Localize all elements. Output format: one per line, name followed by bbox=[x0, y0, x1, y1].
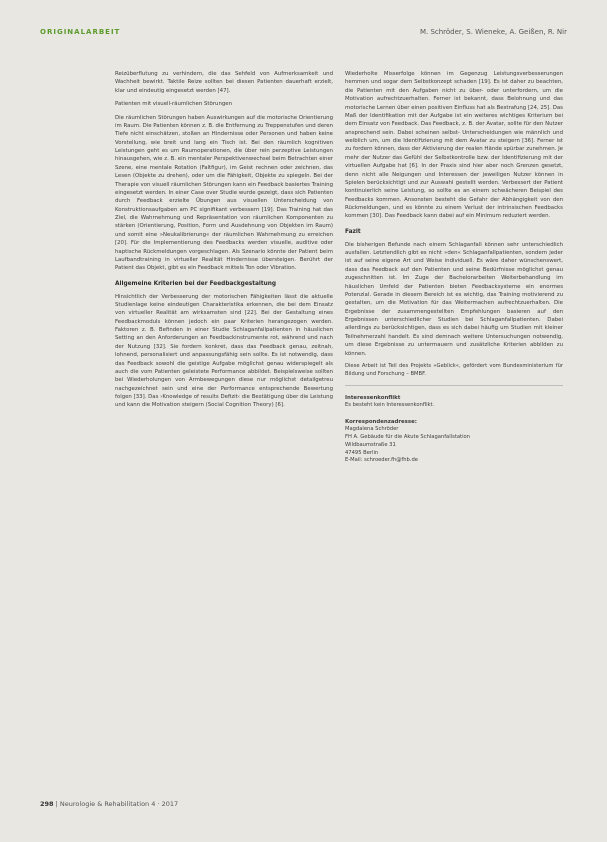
paragraph: Die räumlichen Störungen haben Auswirkungen auf die motorische Orientierung im Raum. Die Patienten können z. B. die Entfernung zu Treppenstufen und deren Tiefe nicht einschätzen, stoßen an Hindernisse oder Personen und haben keine Vorstellung, wie breit und lang ein Tisch ist. Bei den räumlich kognitiven Leistungen geht es um Raumoperationen, die über rein perzeptive Leistungen hinausgehen, wie z. B. ein mentaler Perspektivenwechsel beim Betrachten einer Szene, eine mentale Rotation (Faltfigur), im Geist rechnen oder zeichnen, das Lesen (Objekte zu drehen), oder um die Fähigkeit, Objekte zu spiegeln. Bei der Therapie von visuell räumlichen Störungen kann ein Feedback basiertes Training eingesetzt werden. In einer Case over Studie wurde gezeigt, dass sich Patienten durch Feedback erzielte Übungen aus visuellen Unterscheidung von Konstruktionsaufgaben am PC signifikant verbessern [19]. Das Training hat das Ziel, die Wahrnehmung und Repräsentation von räumlichen Komponenten zu stärken (Orientierung, Position, Form und Ausdehnung von Objekten im Raum) und somit eine »Neukalibrierung« der räumlichen Wahrnehmung zu erreichen [20]. Für die Implementierung des Feedbacks werden visuelle, auditive oder haptische Rückmeldungen vorgeschlagen. Als Szenario könnte der Patient beim Laufbandtraining in virtueller Realität Hindernisse übersteigen. Berührt der Patient das Objekt, gibt es ein Feedback mittels Ton oder Vibration. bbox=[115, 114, 333, 272]
section-heading: Fazit bbox=[345, 228, 361, 235]
contact-line: Wildbaumstraße 31 bbox=[345, 441, 396, 448]
contact-line: FH A. Gebäude für die Akute Schlaganfallstation bbox=[345, 433, 470, 440]
contact-email[interactable]: E-Mail: schroeder.fh@fhb.de bbox=[345, 457, 418, 464]
paragraph: Hinsichtlich der Verbesserung der motorischen Fähigkeiten lässt die aktuelle Studienlage keine eindeutigen Charakteristika erkennen, die bei dem Einsatz von virtueller Realität am wirksamsten sind [22]. Bei der Gestaltung eines Feedbackmoduls können jedoch ein paar Kriterien herangezogen werden. Faktoren z. B. Befinden in einer Studie Schlaganfallpatienten in häuslichen Setting an den Anforderungen an Feedbackinstrumente rot, während und nach der Nutzung [32]. Sie fordern konkret, dass das Feedback genau, zeitnah, lohnend, personalisiert und anpassungsfähig sein sollte. Es ist notwendig, dass das Feedback sowohl die geistige Aufgabe möglichst genau widerspiegelt als auch die vom Patienten geleistete Performance abbildet. Beispielsweise sollten bei Wiederholungen von Armbewegungen diese nur möglichst detailgetreu nachgezeichnet sein und eine der Performance entsprechende Bewertung folgen [33]. Das ›Knowledge of results Defizit‹ die Bestätigung über die Leistung und kann die Motivation steigern (Social Cognition Theory) [6]. bbox=[115, 293, 333, 409]
author-line: M. Schröder, S. Wieneke, A. Geißen, R. Nir bbox=[419, 28, 567, 36]
conflict-label: Interessenkonflikt bbox=[345, 394, 401, 401]
footer-separator: | bbox=[55, 800, 60, 808]
contact-label: Korrespondenzadresse: bbox=[345, 418, 417, 425]
contact-line: Magdalena Schröder bbox=[345, 426, 399, 433]
paragraph: Wiederholte Misserfolge können im Gegenzug Leistungsverbesserungen hemmen und sogar dem Selbstkonzept schaden [19]. Es ist daher zu beachten, die Patienten mit den Aufgaben nicht zu über- oder unterfordern, um die Motivation aufrechtzuerhalten. Ferner ist bekannt, dass Belohnung und das motorische Lernen über einen positiven Einfluss hat als Bestrafung [24, 25]. Das Maß der Identifikation mit der Aufgabe ist ein weiteres wichtiges Kriterium bei dem Einsatz von Feedback. Das Feedback, z. B. der Avatar, sollte für den Nutzer ansprechend sein. Dabei scheinen selbst- Unterscheidungen wie männlich und weiblich um, um die Identifizierung mit dem Avatar zu steigern [36]. Ferner ist zu fordern können, dass der Aktivierung der realen Hände spürbar zunehmen. Je mehr der Nutzer das Gefühl der Selbstkontrolle bzw. der Identifizierung mit der virtuellen Aufgabe hat [6]. In der Praxis sind hier aber noch Grenzen gesetzt, denn nicht alle Neigungen und Interessen der jeweiligen Nutzer können in Spielen berücksichtigt und zur Auswahl gestellt werden. Verbessert der Patient kontinuierlich seine Leistung, so sollte es an einem schwächeren Beispiel des Feedbacks kommen. Ansonsten besteht die Gefahr der Abhängigkeit von den Rückmeldungen, und es könnte zu einem Verlust der intrinsischen Feedbacks kommen [30]. Das Feedback kann dabei auf ein Minimum reduziert werden. bbox=[345, 71, 563, 220]
subheading: Patienten mit visuell-räumlichen Störungen bbox=[115, 101, 233, 108]
divider bbox=[345, 385, 563, 386]
conflict-text: Es besteht kein Interessenkonflikt. bbox=[345, 401, 435, 408]
section-heading: Allgemeine Kriterien bei der Feedbackgestaltung bbox=[115, 280, 277, 287]
paragraph: Die bisherigen Befunde nach einem Schlaganfall können sehr unterschiedlich ausfallen. Letztendlich gibt es nicht »den« Schlaganfallpatienten, sondern jeder ist auf seine eigene Art und Weise individuell. Es wäre daher wünschenswert, dass das Feedback auf den Patienten und seine Bedürfnisse möglichst genau zugeschnitten ist. Im Zuge der Bachelorarbeiten Weiterbehandlung im häuslichen Umfeld der Patienten bieten Feedbacksysteme ein enormes Potenzial. Gerade in diesem Bereich ist es wichtig, das Training motivierend zu gestalten, um die Motivation für das Weitermachen aufrechtzuerhalten. Die Ergebnisse der zusammengestellten Empfehlungen basieren auf den Ergebnissen unterschiedlicher Studien bei Schlaganfallpatienten. Dabei allerdings zu berücksichtigen, dass es sich dabei häufig um Studien mit kleiner Teilnehmerzahl handelt. Es sind demnach weitere Untersuchungen notwendig, um diese Ergebnisse zu untermauern und zusätzliche Kriterien abbilden zu können. bbox=[345, 241, 563, 357]
contact-line: 47495 Berlin bbox=[345, 449, 379, 456]
left-column bbox=[115, 70, 333, 415]
page-number: 298 bbox=[40, 800, 54, 808]
page-footer bbox=[40, 800, 178, 808]
right-column bbox=[345, 70, 563, 465]
paragraph: Reizüberflutung zu verhindern, die das Sehfeld von Aufmerksamkeit und Wachheit bewirkt. Taktile Reize sollten bei diesen Patienten dauerhaft erzielt, klar und eindeutig eingesetzt werden [47]. bbox=[115, 71, 333, 94]
page-header bbox=[40, 24, 567, 40]
journal-name: Neurologie & Rehabilitation 4 · 2017 bbox=[59, 800, 179, 808]
funding-note: Diese Arbeit ist Teil des Projekts »Geblick«, gefördert vom Bundesministerium für Bildung und Forschung – BMBF. bbox=[345, 362, 563, 377]
section-label: ORIGINALARBEIT bbox=[40, 28, 121, 36]
